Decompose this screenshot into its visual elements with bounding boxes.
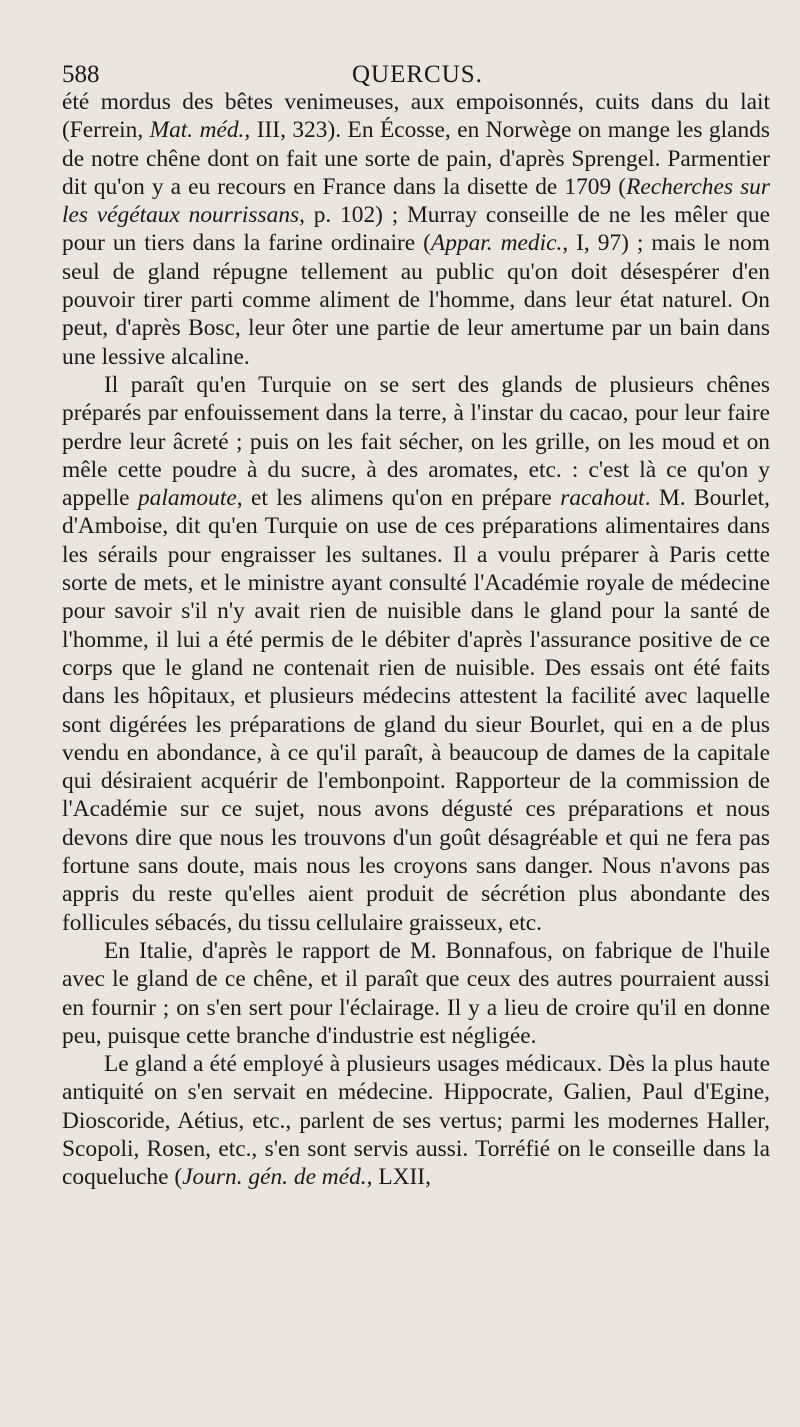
italic-term: racahout: [560, 485, 645, 512]
text-run: En Italie, d'après le rapport de M. Bonnafous, on fabrique de l'huile avec le gland de ce chêne, et il paraît que ceux des autres pourraient aussi en fournir ; on s'en sert pour l'éclairage. Il y a lieu de croire qu'il en donne peu, puisque cette branche d'industrie est négligée.: [62, 937, 770, 1049]
text-run: , I, 97) ; mais le nom seul de gland répugne tellement au public qu'on doit désespérer d'en pouvoir tirer parti comme aliment de l'homme, dans leur état naturel. On peut, d'après Bosc, leur ôter une partie de leur amertume par un bain dans une lessive alcaline.: [62, 230, 770, 370]
text-run: , III, 323). En Écosse, en Norwège on mange les glands de notre chêne dont on fait une sorte de pain, d'après Sprengel. Parmentier dit qu'on y a eu recours en France dans la disette de 1709 (: [62, 117, 770, 200]
paragraph: [62, 1050, 770, 1191]
text-run: , LXII,: [366, 1164, 431, 1191]
italic-citation: Mat. méd.: [149, 117, 245, 144]
italic-citation: Journ. gén. de méd.: [182, 1164, 367, 1191]
text-run: . M. Bourlet, d'Amboise, dit qu'en Turquie on use de ces préparations alimentaires dans les sérails pour engraisser les sultanes. Il a voulu préparer à Paris cette sorte de mets, et le ministre ayant consulté l'Académie royale de médecine pour savoir s'il n'y avait rien de nuisible dans le gland pour la santé de l'homme, il lui a été permis de le débiter d'après l'assurance positive de ce corps que le gland ne contenait rien de nuisible. Des essais ont été faits dans les hôpitaux, et plusieurs médecins attestent la facilité avec laquelle sont digérées les préparations de gland du sieur Bourlet, qui en a de plus vendu en abondance, à ce qu'il paraît, à beaucoup de dames de la capitale qui désiraient acquérir de l'embonpoint. Rapporteur de la commission de l'Académie sur ce sujet, nous avons dégusté ces préparations et nous devons dire que nous les trouvons d'un goût désagréable et qui ne fera pas fortune sans doute, mais nous les croyons sans danger. Nous n'avons pas appris du reste qu'elles aient produit de sécrétion plus abondante des follicules sébacés, du tissu cellulaire graisseux, etc.: [62, 485, 771, 936]
body-text: [62, 88, 770, 1192]
text-run: , et les alimens qu'on en prépare: [236, 485, 561, 512]
paragraph: [62, 371, 770, 937]
italic-citation: Recherches sur les végétaux nourrissans: [62, 173, 770, 229]
italic-citation: Appar. medic.: [430, 230, 563, 257]
running-title: QUERCUS.: [352, 61, 483, 88]
paragraph: [62, 937, 770, 1050]
text-run: Le gland a été employé à plusieurs usages médicaux. Dès la plus haute antiquité on s'en servait en médecine. Hippocrate, Galien, Paul d'Egine, Dioscoride, Aétius, etc., parlent de ses vertus; parmi les modernes Haller, Scopoli, Rosen, etc., s'en sont servis aussi. Torréfié on le conseille dans la coqueluche (: [62, 1051, 770, 1191]
running-head: [62, 50, 770, 88]
paragraph: [62, 88, 770, 371]
text-run: , p. 102) ; Murray conseille de ne les mêler que pour un tiers dans la farine ordinaire (: [62, 202, 770, 257]
italic-term: palamoute: [137, 485, 237, 512]
text-run: été mordus des bêtes venimeuses, aux empoisonnés, cuits dans du lait (Ferrein,: [62, 89, 770, 144]
text-run: Il paraît qu'en Turquie on se sert des glands de plusieurs chênes préparés par enfouissement dans la terre, à l'instar du cacao, pour leur faire perdre leur âcreté ; puis on les fait sécher, on les grille, on les moud et on mêle cette poudre à du sucre, à des aromates, etc. : c'est là ce qu'on y appelle: [62, 371, 770, 512]
page-number: 588: [62, 61, 100, 88]
